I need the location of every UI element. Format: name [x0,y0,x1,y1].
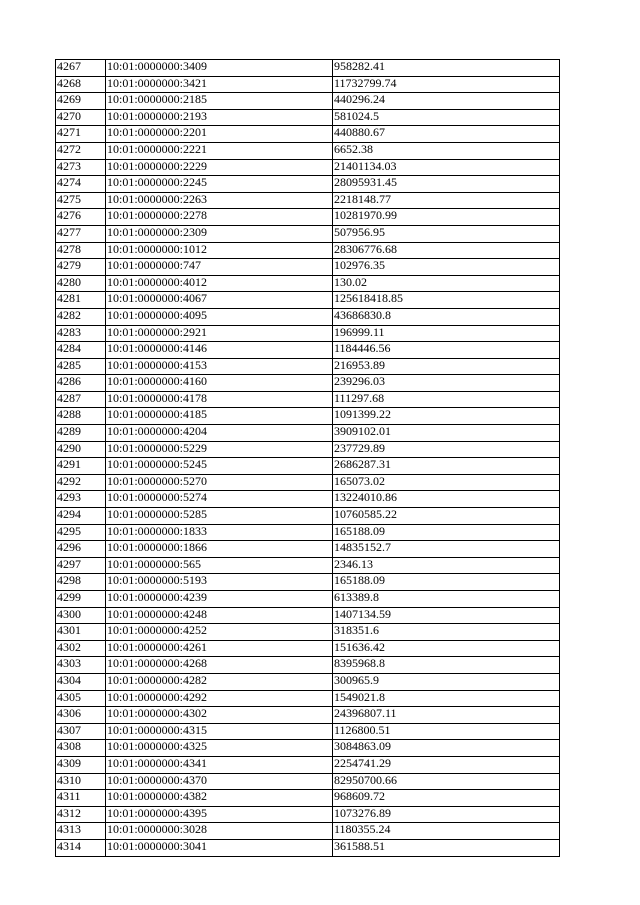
row-number-cell: 4292 [56,474,106,491]
cadastral-number-cell: 10:01:0000000:2193 [106,109,333,126]
row-number-cell: 4311 [56,790,106,807]
row-number-cell: 4299 [56,591,106,608]
cadastral-number-cell: 10:01:0000000:4204 [106,425,333,442]
row-number-cell: 4295 [56,524,106,541]
table-row [56,823,560,840]
cadastral-number-cell: 10:01:0000000:565 [106,557,333,574]
table-row [56,93,560,110]
cadastral-number-cell: 10:01:0000000:4248 [106,607,333,624]
value-cell: 216953.89 [333,358,560,375]
row-number-cell: 4309 [56,756,106,773]
value-cell: 1091399.22 [333,408,560,425]
value-cell: 111297.68 [333,391,560,408]
cadastral-number-cell: 10:01:0000000:4292 [106,690,333,707]
row-number-cell: 4296 [56,541,106,558]
cadastral-number-cell: 10:01:0000000:2263 [106,192,333,209]
value-cell: 24396807.11 [333,707,560,724]
cadastral-number-cell: 10:01:0000000:4282 [106,673,333,690]
table-row [56,275,560,292]
value-cell: 13224010.86 [333,491,560,508]
table-row [56,756,560,773]
row-number-cell: 4284 [56,342,106,359]
cadastral-number-cell: 10:01:0000000:4325 [106,740,333,757]
cadastral-number-cell: 10:01:0000000:3028 [106,823,333,840]
table-row [56,790,560,807]
table-row [56,673,560,690]
cadastral-number-cell: 10:01:0000000:4315 [106,723,333,740]
value-cell: 8395968.8 [333,657,560,674]
table-row [56,474,560,491]
row-number-cell: 4288 [56,408,106,425]
table-row [56,624,560,641]
table-body [56,60,560,857]
cadastral-number-cell: 10:01:0000000:2309 [106,225,333,242]
table-row [56,508,560,525]
row-number-cell: 4269 [56,93,106,110]
table-row [56,806,560,823]
table-row [56,142,560,159]
table-row [56,60,560,77]
cadastral-number-cell: 10:01:0000000:2221 [106,142,333,159]
value-cell: 11732799.74 [333,76,560,93]
table-row [56,308,560,325]
table-row [56,408,560,425]
row-number-cell: 4314 [56,839,106,856]
row-number-cell: 4305 [56,690,106,707]
cadastral-number-cell: 10:01:0000000:4067 [106,292,333,309]
row-number-cell: 4272 [56,142,106,159]
value-cell: 2346.13 [333,557,560,574]
value-cell: 28095931.45 [333,176,560,193]
table-row [56,524,560,541]
value-cell: 2686287.31 [333,458,560,475]
value-cell: 28306776.68 [333,242,560,259]
row-number-cell: 4301 [56,624,106,641]
cadastral-number-cell: 10:01:0000000:4252 [106,624,333,641]
cadastral-number-cell: 10:01:0000000:2185 [106,93,333,110]
cadastral-number-cell: 10:01:0000000:4160 [106,375,333,392]
row-number-cell: 4310 [56,773,106,790]
row-number-cell: 4313 [56,823,106,840]
table-row [56,441,560,458]
value-cell: 440296.24 [333,93,560,110]
row-number-cell: 4304 [56,673,106,690]
data-table [55,59,560,857]
table-row [56,259,560,276]
table-row [56,690,560,707]
table-row [56,839,560,856]
row-number-cell: 4268 [56,76,106,93]
table-row [56,591,560,608]
row-number-cell: 4298 [56,574,106,591]
cadastral-number-cell: 10:01:0000000:2201 [106,126,333,143]
table-row [56,740,560,757]
value-cell: 10760585.22 [333,508,560,525]
table-row [56,707,560,724]
row-number-cell: 4294 [56,508,106,525]
row-number-cell: 4297 [56,557,106,574]
cadastral-number-cell: 10:01:0000000:2921 [106,325,333,342]
cadastral-number-cell: 10:01:0000000:1866 [106,541,333,558]
row-number-cell: 4293 [56,491,106,508]
row-number-cell: 4273 [56,159,106,176]
cadastral-number-cell: 10:01:0000000:1833 [106,524,333,541]
value-cell: 10281970.99 [333,209,560,226]
value-cell: 1073276.89 [333,806,560,823]
value-cell: 581024.5 [333,109,560,126]
value-cell: 14835152.7 [333,541,560,558]
row-number-cell: 4312 [56,806,106,823]
row-number-cell: 4289 [56,425,106,442]
table-row [56,358,560,375]
table-row [56,292,560,309]
row-number-cell: 4270 [56,109,106,126]
value-cell: 1126800.51 [333,723,560,740]
cadastral-number-cell: 10:01:0000000:2278 [106,209,333,226]
cadastral-number-cell: 10:01:0000000:4268 [106,657,333,674]
value-cell: 165188.09 [333,524,560,541]
cadastral-number-cell: 10:01:0000000:5274 [106,491,333,508]
value-cell: 1184446.56 [333,342,560,359]
table-row [56,342,560,359]
row-number-cell: 4286 [56,375,106,392]
cadastral-number-cell: 10:01:0000000:3409 [106,60,333,77]
cadastral-number-cell: 10:01:0000000:4302 [106,707,333,724]
row-number-cell: 4308 [56,740,106,757]
table-row [56,325,560,342]
value-cell: 958282.41 [333,60,560,77]
row-number-cell: 4275 [56,192,106,209]
table-row [56,76,560,93]
row-number-cell: 4271 [56,126,106,143]
table-row [56,225,560,242]
table-row [56,657,560,674]
table-row [56,773,560,790]
cadastral-number-cell: 10:01:0000000:4370 [106,773,333,790]
value-cell: 613389.8 [333,591,560,608]
row-number-cell: 4274 [56,176,106,193]
value-cell: 1549021.8 [333,690,560,707]
value-cell: 196999.11 [333,325,560,342]
cadastral-number-cell: 10:01:0000000:4239 [106,591,333,608]
row-number-cell: 4279 [56,259,106,276]
value-cell: 151636.42 [333,640,560,657]
value-cell: 82950700.66 [333,773,560,790]
value-cell: 3909102.01 [333,425,560,442]
table-row [56,491,560,508]
table-row [56,458,560,475]
table-row [56,126,560,143]
row-number-cell: 4303 [56,657,106,674]
table-row [56,425,560,442]
value-cell: 43686830.8 [333,308,560,325]
table-row [56,242,560,259]
table-row [56,375,560,392]
value-cell: 318351.6 [333,624,560,641]
value-cell: 165188.09 [333,574,560,591]
table-row [56,723,560,740]
row-number-cell: 4302 [56,640,106,657]
row-number-cell: 4290 [56,441,106,458]
value-cell: 2218148.77 [333,192,560,209]
value-cell: 2254741.29 [333,756,560,773]
value-cell: 440880.67 [333,126,560,143]
table-row [56,607,560,624]
row-number-cell: 4306 [56,707,106,724]
cadastral-number-cell: 10:01:0000000:1012 [106,242,333,259]
value-cell: 102976.35 [333,259,560,276]
row-number-cell: 4307 [56,723,106,740]
cadastral-number-cell: 10:01:0000000:2245 [106,176,333,193]
cadastral-number-cell: 10:01:0000000:5270 [106,474,333,491]
value-cell: 125618418.85 [333,292,560,309]
cadastral-number-cell: 10:01:0000000:4185 [106,408,333,425]
row-number-cell: 4287 [56,391,106,408]
table-row [56,391,560,408]
table-row [56,109,560,126]
row-number-cell: 4300 [56,607,106,624]
table-row [56,159,560,176]
row-number-cell: 4291 [56,458,106,475]
value-cell: 239296.03 [333,375,560,392]
cadastral-number-cell: 10:01:0000000:4095 [106,308,333,325]
table-row [56,574,560,591]
cadastral-number-cell: 10:01:0000000:2229 [106,159,333,176]
row-number-cell: 4278 [56,242,106,259]
row-number-cell: 4276 [56,209,106,226]
cadastral-number-cell: 10:01:0000000:747 [106,259,333,276]
cadastral-number-cell: 10:01:0000000:4153 [106,358,333,375]
cadastral-number-cell: 10:01:0000000:4341 [106,756,333,773]
cadastral-number-cell: 10:01:0000000:5285 [106,508,333,525]
value-cell: 6652.38 [333,142,560,159]
cadastral-number-cell: 10:01:0000000:4395 [106,806,333,823]
value-cell: 130.02 [333,275,560,292]
cadastral-number-cell: 10:01:0000000:4178 [106,391,333,408]
row-number-cell: 4277 [56,225,106,242]
cadastral-number-cell: 10:01:0000000:3041 [106,839,333,856]
value-cell: 968609.72 [333,790,560,807]
row-number-cell: 4281 [56,292,106,309]
table-row [56,541,560,558]
table-row [56,176,560,193]
table-row [56,192,560,209]
value-cell: 3084863.09 [333,740,560,757]
row-number-cell: 4283 [56,325,106,342]
value-cell: 300965.9 [333,673,560,690]
value-cell: 1180355.24 [333,823,560,840]
row-number-cell: 4267 [56,60,106,77]
value-cell: 237729.89 [333,441,560,458]
cadastral-number-cell: 10:01:0000000:4382 [106,790,333,807]
cadastral-number-cell: 10:01:0000000:5193 [106,574,333,591]
table-row [56,209,560,226]
cadastral-number-cell: 10:01:0000000:3421 [106,76,333,93]
cadastral-number-cell: 10:01:0000000:5229 [106,441,333,458]
table-row [56,557,560,574]
row-number-cell: 4280 [56,275,106,292]
value-cell: 21401134.03 [333,159,560,176]
value-cell: 165073.02 [333,474,560,491]
value-cell: 361588.51 [333,839,560,856]
cadastral-number-cell: 10:01:0000000:4012 [106,275,333,292]
row-number-cell: 4285 [56,358,106,375]
cadastral-number-cell: 10:01:0000000:4146 [106,342,333,359]
cadastral-number-cell: 10:01:0000000:5245 [106,458,333,475]
cadastral-number-cell: 10:01:0000000:4261 [106,640,333,657]
value-cell: 507956.95 [333,225,560,242]
row-number-cell: 4282 [56,308,106,325]
table-row [56,640,560,657]
value-cell: 1407134.59 [333,607,560,624]
